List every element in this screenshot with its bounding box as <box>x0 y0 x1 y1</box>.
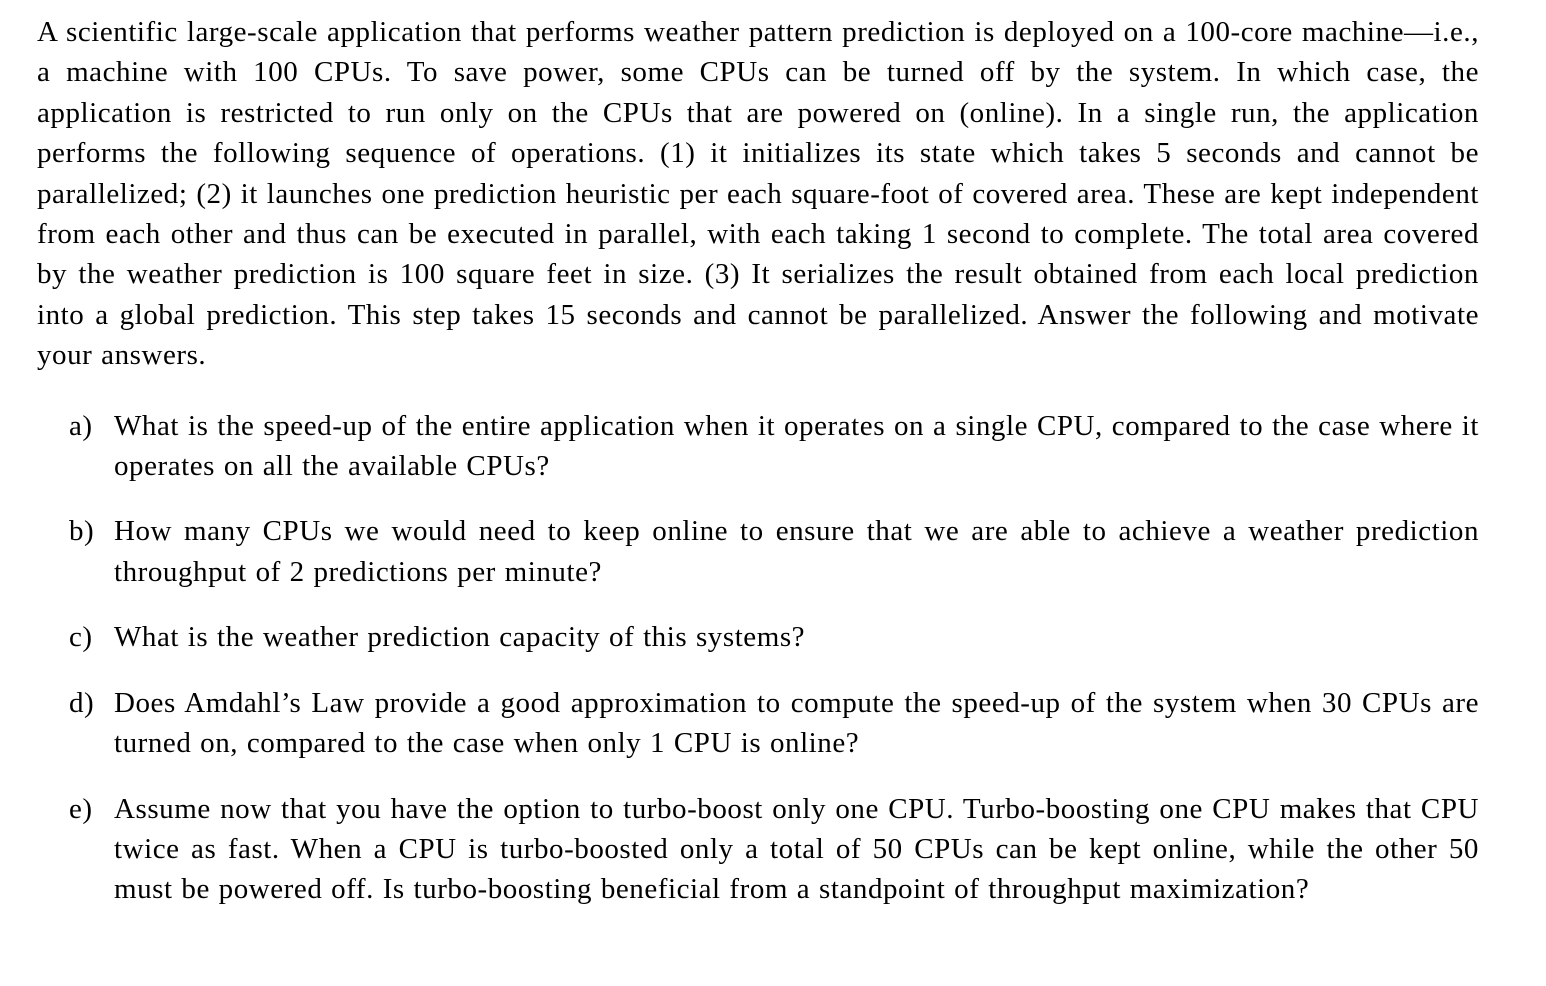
question-text: Assume now that you have the option to turbo-boost only one CPU. Turbo-boosting one CPU makes that CPU twice as fast. When a CPU is turbo-boosted only a total of 50 CPUs can be kept online, while the other 50 must be powered off. Is turbo-boosting beneficial from a standpoint of throughput maximization? <box>114 792 1479 906</box>
question-text: What is the weather prediction capacity of this systems? <box>114 621 806 654</box>
question-marker: e) <box>69 792 93 825</box>
question-marker: d) <box>69 686 95 719</box>
question-a <box>37 406 1479 487</box>
question-c <box>37 617 1479 657</box>
question-text: Does Amdahl’s Law provide a good approximation to compute the speed-up of the system when 30 CPUs are turned on, compared to the case when only 1 CPU is online? <box>114 686 1479 760</box>
question-marker: b) <box>69 515 95 548</box>
question-marker: a) <box>69 409 93 442</box>
problem-document <box>37 12 1479 935</box>
question-d <box>37 683 1479 764</box>
question-text: How many CPUs we would need to keep online to ensure that we are able to achieve a weather prediction throughput of 2 predictions per minute? <box>114 515 1479 588</box>
question-b <box>37 511 1479 592</box>
question-list <box>37 406 1479 910</box>
question-e <box>37 789 1479 910</box>
question-text: What is the speed-up of the entire application when it operates on a single CPU, compared to the case where it operates on all the available CPUs? <box>114 409 1479 483</box>
problem-statement: A scientific large-scale application that performs weather pattern prediction is deployed on a 100-core machine—i.e., a machine with 100 CPUs. To save power, some CPUs can be turned off by the system. In which case, the application is restricted to run only on the CPUs that are powered on (online). In a single run, the application performs the following sequence of operations. (1) it initializes its state which takes 5 seconds and cannot be parallelized; (2) it launches one prediction heuristic per each square-foot of covered area. These are kept independent from each other and thus can be executed in parallel, with each taking 1 second to complete. The total area covered by the weather prediction is 100 square feet in size. (3) It serializes the result obtained from each local prediction into a global prediction. This step takes 15 seconds and cannot be parallelized. Answer the following and motivate your answers. <box>37 16 1479 372</box>
question-marker: c) <box>69 621 93 654</box>
